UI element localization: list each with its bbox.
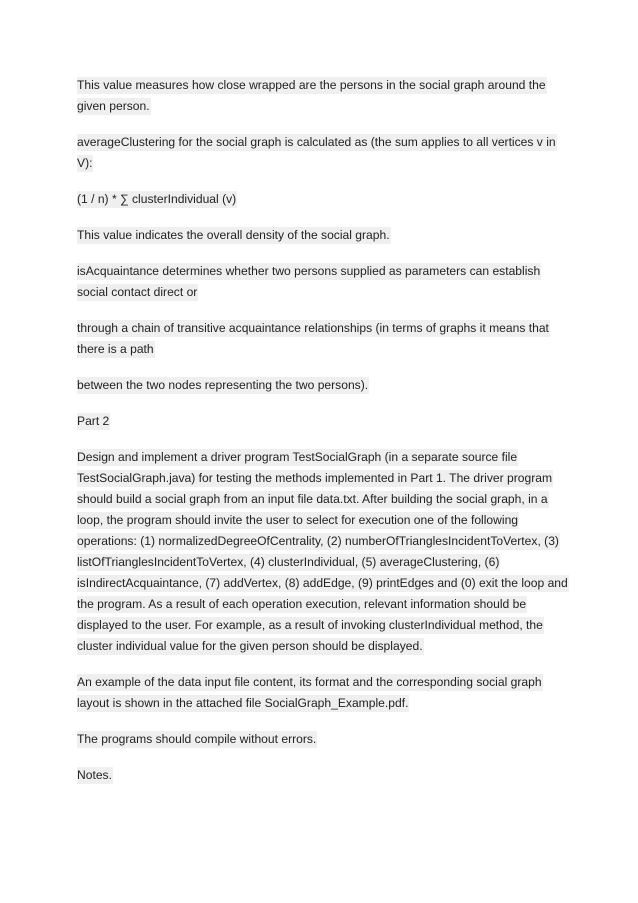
section-heading-part-2 [77,411,561,432]
text-line: isAcquaintance determines whether two persons supplied as parameters can establish [77,264,541,278]
text-line: the program. As a result of each operation execution, relevant information should be [77,597,527,611]
text-line: displayed to the user. For example, as a result of invoking clusterIndividual method, the [77,618,543,632]
paragraph-clustering-description [77,75,561,117]
text-line: This value indicates the overall density of the social graph. [77,228,390,242]
paragraph-compile [77,729,561,750]
text-line: Notes. [77,768,112,782]
text-line: loop, the program should invite the user to select for execution one of the following [77,513,519,527]
text-line: This value measures how close wrapped are the persons in the social graph around the [77,78,546,92]
text-line: listOfTrianglesIncidentToVertex, (4) clusterIndividual, (5) averageClustering, (6) [77,555,500,569]
text-line: cluster individual value for the given person should be displayed. [77,639,423,653]
text-line: should build a social graph from an input file data.txt. After building the social graph, in a [77,492,548,506]
text-line: through a chain of transitive acquaintance relationships (in terms of graphs it means that [77,321,549,335]
text-line: social contact direct or [77,285,198,299]
text-line: layout is shown in the attached file SocialGraph_Example.pdf. [77,696,409,710]
text-line: V): [77,156,93,170]
paragraph-transitive-chain [77,318,561,360]
paragraph-average-clustering [77,132,561,174]
paragraph-driver-program [77,447,568,657]
text-line: The programs should compile without errors. [77,732,317,746]
paragraph-notes [77,765,561,786]
text-line: An example of the data input file content, its format and the corresponding social graph [77,675,542,689]
paragraph-data-example [77,672,561,714]
heading-text: Part 2 [77,414,110,428]
text-line: operations: (1) normalizedDegreeOfCentrality, (2) numberOfTrianglesIncidentToVertex, (3) [77,534,559,548]
paragraph-path-nodes [77,375,561,396]
text-line: there is a path [77,342,154,356]
text-line: isIndirectAcquaintance, (7) addVertex, (8) addEdge, (9) printEdges and (0) exit the loop and [77,576,568,590]
paragraph-density [77,225,561,246]
text-line: TestSocialGraph.java) for testing the methods implemented in Part 1. The driver program [77,471,553,485]
text-line: averageClustering for the social graph is calculated as (the sum applies to all vertices v in [77,135,556,149]
paragraph-formula [77,189,561,210]
formula-line: (1 / n) * ∑ clusterIndividual (v) [77,192,237,206]
text-line: between the two nodes representing the two persons). [77,378,369,392]
paragraph-is-acquaintance [77,261,561,303]
text-line: Design and implement a driver program TestSocialGraph (in a separate source file [77,450,518,464]
text-line: given person. [77,99,150,113]
document-body [77,75,568,801]
